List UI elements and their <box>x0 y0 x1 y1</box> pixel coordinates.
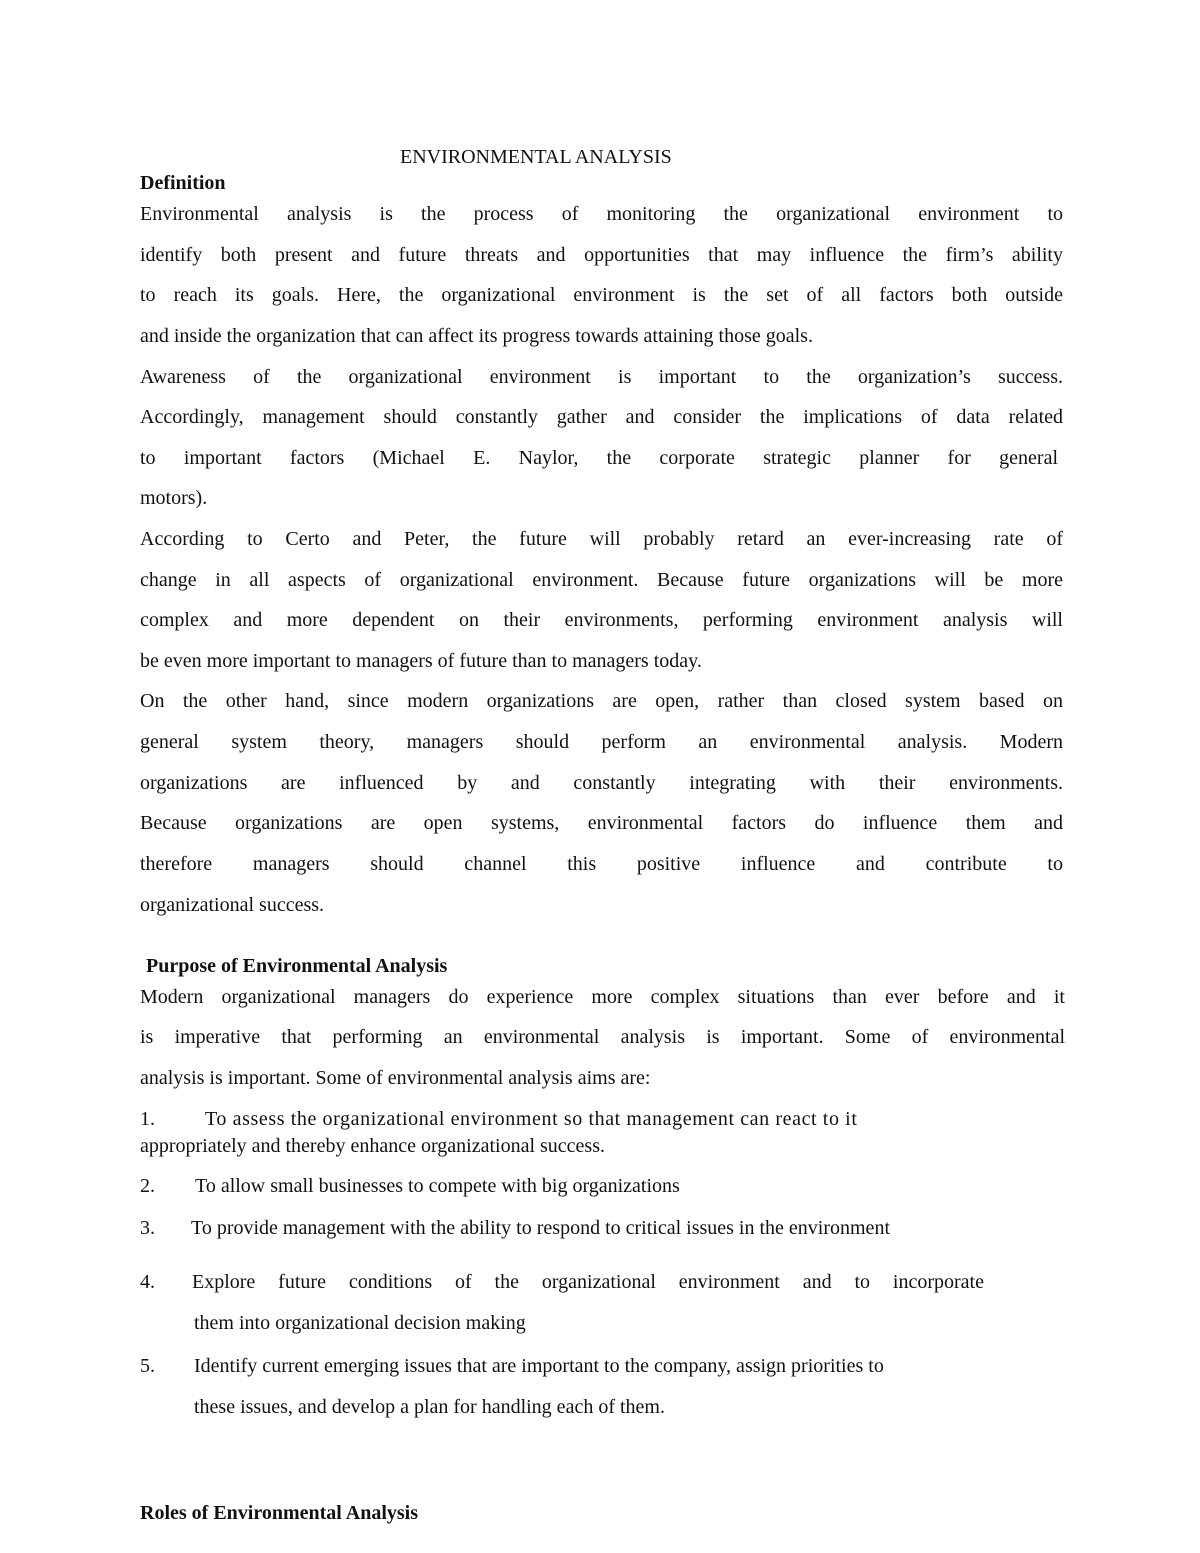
roles-heading: Roles of Environmental Analysis <box>140 1502 418 1524</box>
text-line: to important factors (Michael E. Naylor, the corporate strategic planner for general <box>140 447 1058 469</box>
list-number: 5. <box>140 1355 155 1377</box>
text-line: general system theory, managers should perform an environmental analysis. Modern <box>140 731 1063 753</box>
text-line: analysis is important. Some of environmental analysis aims are: <box>140 1067 651 1089</box>
list-number: 2. <box>140 1175 155 1197</box>
text-line: to reach its goals. Here, the organizational environment is the set of all factors both outside <box>140 284 1063 306</box>
list-number: 1. <box>140 1108 155 1130</box>
text-line: is imperative that performing an environmental analysis is important. Some of environmental <box>140 1026 1065 1048</box>
text-line: Modern organizational managers do experience more complex situations than ever before and it <box>140 986 1065 1008</box>
text-line: change in all aspects of organizational environment. Because future organizations will be more <box>140 569 1063 591</box>
purpose-heading: Purpose of Environmental Analysis <box>146 955 448 977</box>
list-item: Identify current emerging issues that are important to the company, assign priorities to <box>194 1355 884 1377</box>
list-item: To assess the organizational environment so that management can react to it <box>205 1108 858 1130</box>
text-line: therefore managers should channel this positive influence and contribute to <box>140 853 1063 875</box>
text-line: Because organizations are open systems, environmental factors do influence them and <box>140 812 1063 834</box>
list-item: To provide management with the ability to respond to critical issues in the environment <box>191 1217 890 1239</box>
text-line: Accordingly, management should constantly gather and consider the implications of data related <box>140 406 1063 428</box>
list-number: 3. <box>140 1217 155 1239</box>
list-item: Explore future conditions of the organizational environment and to incorporate <box>192 1271 984 1293</box>
list-item: appropriately and thereby enhance organizational success. <box>140 1135 605 1157</box>
text-line: complex and more dependent on their environments, performing environment analysis will <box>140 609 1063 631</box>
list-item: these issues, and develop a plan for handling each of them. <box>194 1396 665 1418</box>
text-line: organizational success. <box>140 894 325 916</box>
list-item: them into organizational decision making <box>194 1312 526 1334</box>
text-line: organizations are influenced by and constantly integrating with their environments. <box>140 772 1063 794</box>
document-title: ENVIRONMENTAL ANALYSIS <box>400 146 672 168</box>
text-line: and inside the organization that can affect its progress towards attaining those goals. <box>140 325 813 347</box>
text-line: identify both present and future threats and opportunities that may influence the firm’s ability <box>140 244 1063 266</box>
list-number: 4. <box>140 1271 155 1293</box>
text-line: Awareness of the organizational environment is important to the organization’s success. <box>140 366 1063 388</box>
text-line: be even more important to managers of future than to managers today. <box>140 650 702 672</box>
text-line: On the other hand, since modern organizations are open, rather than closed system based on <box>140 690 1063 712</box>
text-line: According to Certo and Peter, the future will probably retard an ever-increasing rate of <box>140 528 1063 550</box>
list-item: To allow small businesses to compete with big organizations <box>195 1175 680 1197</box>
definition-heading: Definition <box>140 172 226 194</box>
text-line: Environmental analysis is the process of monitoring the organizational environment to <box>140 203 1063 225</box>
text-line: motors). <box>140 487 208 509</box>
